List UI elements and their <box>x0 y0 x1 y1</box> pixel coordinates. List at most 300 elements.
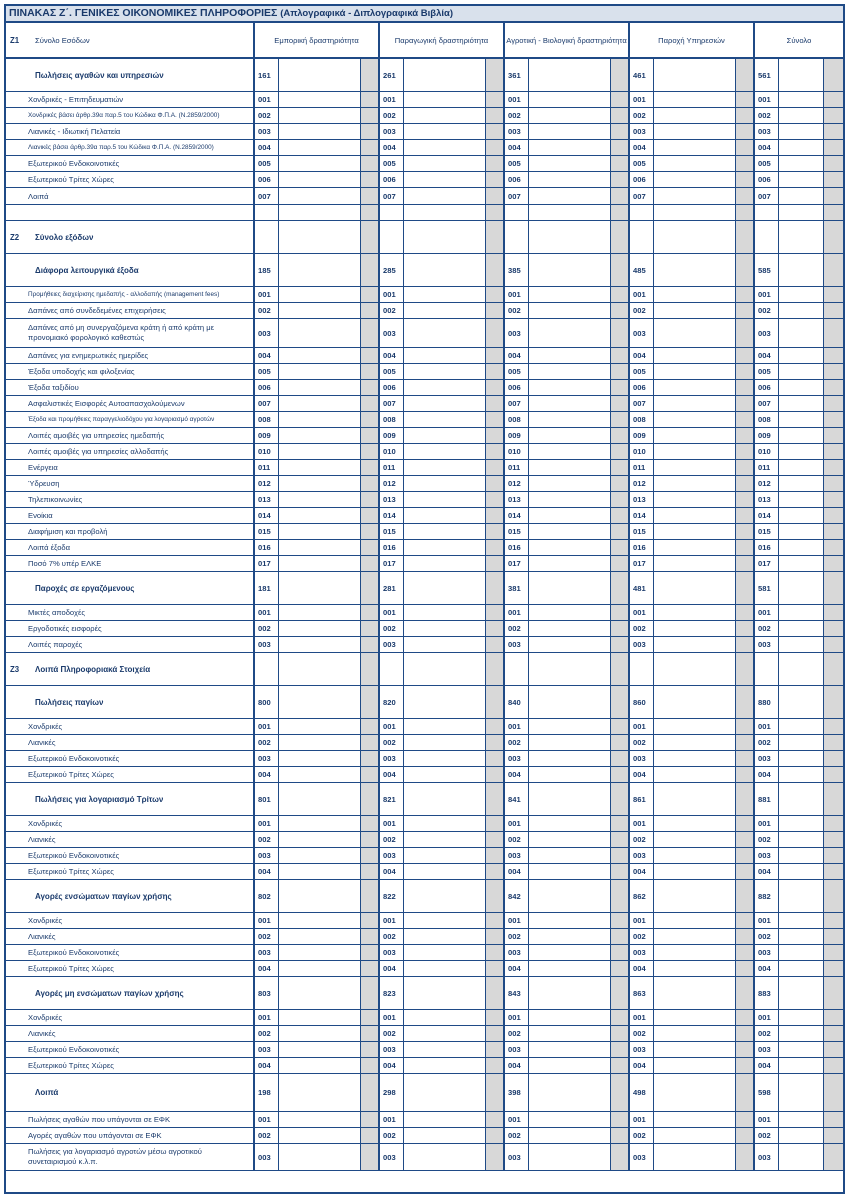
amount-field[interactable] <box>779 108 824 123</box>
decimal-field[interactable] <box>361 380 380 395</box>
amount-field[interactable] <box>404 1112 486 1127</box>
decimal-field[interactable] <box>736 172 755 187</box>
amount-field[interactable] <box>279 380 361 395</box>
amount-field[interactable] <box>279 572 361 604</box>
amount-field[interactable] <box>779 735 824 750</box>
amount-field[interactable] <box>529 572 611 604</box>
amount-field[interactable] <box>279 751 361 766</box>
amount-field[interactable] <box>529 1042 611 1057</box>
amount-field[interactable] <box>404 751 486 766</box>
amount-field[interactable] <box>779 848 824 863</box>
decimal-field[interactable] <box>824 140 843 155</box>
amount-field[interactable] <box>529 524 611 539</box>
amount-field[interactable] <box>279 124 361 139</box>
amount-field[interactable] <box>529 444 611 459</box>
decimal-field[interactable] <box>736 396 755 411</box>
decimal-field[interactable] <box>824 540 843 555</box>
decimal-field[interactable] <box>824 319 843 347</box>
amount-field[interactable] <box>779 188 824 204</box>
decimal-field[interactable] <box>736 303 755 318</box>
amount-field[interactable] <box>404 140 486 155</box>
decimal-field[interactable] <box>611 719 630 734</box>
decimal-field[interactable] <box>361 719 380 734</box>
decimal-field[interactable] <box>486 108 505 123</box>
decimal-field[interactable] <box>824 605 843 620</box>
decimal-field[interactable] <box>361 880 380 912</box>
amount-field[interactable] <box>529 686 611 718</box>
decimal-field[interactable] <box>736 653 755 685</box>
amount-field[interactable] <box>779 1026 824 1041</box>
amount-field[interactable] <box>404 188 486 204</box>
amount-field[interactable] <box>529 556 611 571</box>
decimal-field[interactable] <box>824 444 843 459</box>
decimal-field[interactable] <box>736 621 755 636</box>
decimal-field[interactable] <box>486 1112 505 1127</box>
amount-field[interactable] <box>779 961 824 976</box>
decimal-field[interactable] <box>611 492 630 507</box>
decimal-field[interactable] <box>736 1128 755 1143</box>
amount-field[interactable] <box>529 303 611 318</box>
amount-field[interactable] <box>279 767 361 782</box>
decimal-field[interactable] <box>611 1026 630 1041</box>
decimal-field[interactable] <box>486 188 505 204</box>
decimal-field[interactable] <box>611 864 630 879</box>
amount-field[interactable] <box>404 221 486 253</box>
decimal-field[interactable] <box>361 605 380 620</box>
amount-field[interactable] <box>654 444 736 459</box>
amount-field[interactable] <box>279 1074 361 1111</box>
decimal-field[interactable] <box>611 412 630 427</box>
amount-field[interactable] <box>779 348 824 363</box>
decimal-field[interactable] <box>736 492 755 507</box>
decimal-field[interactable] <box>611 508 630 523</box>
decimal-field[interactable] <box>824 172 843 187</box>
amount-field[interactable] <box>404 1026 486 1041</box>
amount-field[interactable] <box>654 205 736 220</box>
amount-field[interactable] <box>529 767 611 782</box>
amount-field[interactable] <box>779 428 824 443</box>
amount-field[interactable] <box>779 686 824 718</box>
amount-field[interactable] <box>529 751 611 766</box>
decimal-field[interactable] <box>736 880 755 912</box>
amount-field[interactable] <box>654 783 736 815</box>
decimal-field[interactable] <box>736 188 755 204</box>
amount-field[interactable] <box>404 444 486 459</box>
amount-field[interactable] <box>279 508 361 523</box>
amount-field[interactable] <box>654 605 736 620</box>
amount-field[interactable] <box>529 913 611 928</box>
amount-field[interactable] <box>779 205 824 220</box>
amount-field[interactable] <box>654 156 736 171</box>
amount-field[interactable] <box>779 572 824 604</box>
amount-field[interactable] <box>279 686 361 718</box>
decimal-field[interactable] <box>824 348 843 363</box>
amount-field[interactable] <box>279 637 361 652</box>
amount-field[interactable] <box>529 348 611 363</box>
decimal-field[interactable] <box>824 524 843 539</box>
amount-field[interactable] <box>279 156 361 171</box>
decimal-field[interactable] <box>824 1042 843 1057</box>
decimal-field[interactable] <box>361 319 380 347</box>
decimal-field[interactable] <box>736 476 755 491</box>
amount-field[interactable] <box>279 719 361 734</box>
decimal-field[interactable] <box>824 396 843 411</box>
decimal-field[interactable] <box>486 816 505 831</box>
amount-field[interactable] <box>529 92 611 107</box>
decimal-field[interactable] <box>486 653 505 685</box>
amount-field[interactable] <box>529 1010 611 1025</box>
amount-field[interactable] <box>404 605 486 620</box>
decimal-field[interactable] <box>736 832 755 847</box>
amount-field[interactable] <box>279 287 361 302</box>
decimal-field[interactable] <box>611 556 630 571</box>
decimal-field[interactable] <box>736 1042 755 1057</box>
decimal-field[interactable] <box>611 1128 630 1143</box>
decimal-field[interactable] <box>361 864 380 879</box>
decimal-field[interactable] <box>361 492 380 507</box>
amount-field[interactable] <box>404 319 486 347</box>
decimal-field[interactable] <box>361 1074 380 1111</box>
amount-field[interactable] <box>404 735 486 750</box>
decimal-field[interactable] <box>824 221 843 253</box>
decimal-field[interactable] <box>486 572 505 604</box>
decimal-field[interactable] <box>611 348 630 363</box>
amount-field[interactable] <box>404 428 486 443</box>
amount-field[interactable] <box>654 364 736 379</box>
amount-field[interactable] <box>404 848 486 863</box>
decimal-field[interactable] <box>611 945 630 960</box>
decimal-field[interactable] <box>736 540 755 555</box>
amount-field[interactable] <box>529 108 611 123</box>
decimal-field[interactable] <box>361 961 380 976</box>
amount-field[interactable] <box>654 686 736 718</box>
amount-field[interactable] <box>279 444 361 459</box>
amount-field[interactable] <box>779 719 824 734</box>
decimal-field[interactable] <box>486 880 505 912</box>
decimal-field[interactable] <box>486 832 505 847</box>
amount-field[interactable] <box>779 319 824 347</box>
decimal-field[interactable] <box>824 556 843 571</box>
amount-field[interactable] <box>654 977 736 1009</box>
decimal-field[interactable] <box>611 59 630 91</box>
decimal-field[interactable] <box>824 1026 843 1041</box>
amount-field[interactable] <box>779 380 824 395</box>
amount-field[interactable] <box>404 864 486 879</box>
decimal-field[interactable] <box>824 188 843 204</box>
amount-field[interactable] <box>654 945 736 960</box>
amount-field[interactable] <box>279 945 361 960</box>
amount-field[interactable] <box>779 508 824 523</box>
decimal-field[interactable] <box>611 254 630 286</box>
amount-field[interactable] <box>279 221 361 253</box>
decimal-field[interactable] <box>361 913 380 928</box>
amount-field[interactable] <box>779 816 824 831</box>
amount-field[interactable] <box>779 492 824 507</box>
decimal-field[interactable] <box>486 913 505 928</box>
decimal-field[interactable] <box>486 364 505 379</box>
amount-field[interactable] <box>529 864 611 879</box>
amount-field[interactable] <box>404 816 486 831</box>
amount-field[interactable] <box>529 945 611 960</box>
decimal-field[interactable] <box>736 686 755 718</box>
decimal-field[interactable] <box>361 287 380 302</box>
decimal-field[interactable] <box>824 1074 843 1111</box>
decimal-field[interactable] <box>736 816 755 831</box>
decimal-field[interactable] <box>824 735 843 750</box>
decimal-field[interactable] <box>824 977 843 1009</box>
decimal-field[interactable] <box>486 1074 505 1111</box>
decimal-field[interactable] <box>736 124 755 139</box>
amount-field[interactable] <box>279 913 361 928</box>
decimal-field[interactable] <box>486 540 505 555</box>
decimal-field[interactable] <box>361 108 380 123</box>
amount-field[interactable] <box>779 156 824 171</box>
amount-field[interactable] <box>404 977 486 1009</box>
amount-field[interactable] <box>779 556 824 571</box>
decimal-field[interactable] <box>611 444 630 459</box>
decimal-field[interactable] <box>361 1010 380 1025</box>
amount-field[interactable] <box>279 605 361 620</box>
amount-field[interactable] <box>404 380 486 395</box>
amount-field[interactable] <box>654 524 736 539</box>
decimal-field[interactable] <box>611 653 630 685</box>
decimal-field[interactable] <box>611 767 630 782</box>
amount-field[interactable] <box>529 540 611 555</box>
decimal-field[interactable] <box>611 572 630 604</box>
decimal-field[interactable] <box>736 735 755 750</box>
decimal-field[interactable] <box>361 1144 380 1170</box>
amount-field[interactable] <box>279 1026 361 1041</box>
decimal-field[interactable] <box>611 816 630 831</box>
decimal-field[interactable] <box>361 767 380 782</box>
amount-field[interactable] <box>654 1144 736 1170</box>
amount-field[interactable] <box>654 108 736 123</box>
amount-field[interactable] <box>779 880 824 912</box>
amount-field[interactable] <box>654 816 736 831</box>
amount-field[interactable] <box>529 1058 611 1073</box>
amount-field[interactable] <box>654 864 736 879</box>
amount-field[interactable] <box>279 476 361 491</box>
decimal-field[interactable] <box>361 188 380 204</box>
amount-field[interactable] <box>654 1010 736 1025</box>
decimal-field[interactable] <box>824 59 843 91</box>
decimal-field[interactable] <box>824 751 843 766</box>
decimal-field[interactable] <box>736 961 755 976</box>
decimal-field[interactable] <box>611 1144 630 1170</box>
amount-field[interactable] <box>654 540 736 555</box>
amount-field[interactable] <box>279 880 361 912</box>
amount-field[interactable] <box>529 460 611 475</box>
decimal-field[interactable] <box>361 540 380 555</box>
decimal-field[interactable] <box>361 621 380 636</box>
decimal-field[interactable] <box>361 303 380 318</box>
decimal-field[interactable] <box>736 412 755 427</box>
decimal-field[interactable] <box>486 637 505 652</box>
amount-field[interactable] <box>404 124 486 139</box>
decimal-field[interactable] <box>361 524 380 539</box>
decimal-field[interactable] <box>611 848 630 863</box>
decimal-field[interactable] <box>361 508 380 523</box>
amount-field[interactable] <box>529 364 611 379</box>
decimal-field[interactable] <box>736 140 755 155</box>
amount-field[interactable] <box>779 945 824 960</box>
amount-field[interactable] <box>404 1058 486 1073</box>
amount-field[interactable] <box>654 380 736 395</box>
decimal-field[interactable] <box>361 1058 380 1073</box>
amount-field[interactable] <box>779 1112 824 1127</box>
amount-field[interactable] <box>279 348 361 363</box>
amount-field[interactable] <box>404 686 486 718</box>
amount-field[interactable] <box>404 945 486 960</box>
decimal-field[interactable] <box>361 686 380 718</box>
amount-field[interactable] <box>529 287 611 302</box>
decimal-field[interactable] <box>486 556 505 571</box>
amount-field[interactable] <box>279 460 361 475</box>
amount-field[interactable] <box>654 221 736 253</box>
amount-field[interactable] <box>779 140 824 155</box>
amount-field[interactable] <box>279 188 361 204</box>
amount-field[interactable] <box>529 476 611 491</box>
decimal-field[interactable] <box>361 59 380 91</box>
decimal-field[interactable] <box>361 929 380 944</box>
amount-field[interactable] <box>404 1010 486 1025</box>
decimal-field[interactable] <box>486 864 505 879</box>
decimal-field[interactable] <box>736 864 755 879</box>
decimal-field[interactable] <box>486 303 505 318</box>
decimal-field[interactable] <box>486 767 505 782</box>
decimal-field[interactable] <box>824 637 843 652</box>
amount-field[interactable] <box>279 1144 361 1170</box>
amount-field[interactable] <box>279 1112 361 1127</box>
amount-field[interactable] <box>529 977 611 1009</box>
decimal-field[interactable] <box>736 929 755 944</box>
amount-field[interactable] <box>279 1058 361 1073</box>
amount-field[interactable] <box>279 428 361 443</box>
amount-field[interactable] <box>654 719 736 734</box>
decimal-field[interactable] <box>824 913 843 928</box>
decimal-field[interactable] <box>611 783 630 815</box>
decimal-field[interactable] <box>736 1026 755 1041</box>
amount-field[interactable] <box>529 605 611 620</box>
amount-field[interactable] <box>529 1112 611 1127</box>
decimal-field[interactable] <box>361 124 380 139</box>
amount-field[interactable] <box>279 1042 361 1057</box>
decimal-field[interactable] <box>361 412 380 427</box>
amount-field[interactable] <box>529 492 611 507</box>
decimal-field[interactable] <box>486 929 505 944</box>
decimal-field[interactable] <box>486 1128 505 1143</box>
decimal-field[interactable] <box>486 380 505 395</box>
amount-field[interactable] <box>654 254 736 286</box>
decimal-field[interactable] <box>361 172 380 187</box>
amount-field[interactable] <box>779 832 824 847</box>
amount-field[interactable] <box>779 396 824 411</box>
decimal-field[interactable] <box>611 124 630 139</box>
decimal-field[interactable] <box>824 945 843 960</box>
decimal-field[interactable] <box>736 751 755 766</box>
decimal-field[interactable] <box>824 961 843 976</box>
amount-field[interactable] <box>654 832 736 847</box>
decimal-field[interactable] <box>486 172 505 187</box>
amount-field[interactable] <box>404 476 486 491</box>
decimal-field[interactable] <box>486 945 505 960</box>
amount-field[interactable] <box>279 319 361 347</box>
decimal-field[interactable] <box>824 364 843 379</box>
amount-field[interactable] <box>779 221 824 253</box>
decimal-field[interactable] <box>736 572 755 604</box>
amount-field[interactable] <box>654 929 736 944</box>
decimal-field[interactable] <box>824 1144 843 1170</box>
amount-field[interactable] <box>529 508 611 523</box>
decimal-field[interactable] <box>611 205 630 220</box>
amount-field[interactable] <box>654 1026 736 1041</box>
amount-field[interactable] <box>779 412 824 427</box>
decimal-field[interactable] <box>361 156 380 171</box>
decimal-field[interactable] <box>361 348 380 363</box>
decimal-field[interactable] <box>361 945 380 960</box>
amount-field[interactable] <box>404 254 486 286</box>
decimal-field[interactable] <box>824 832 843 847</box>
decimal-field[interactable] <box>486 319 505 347</box>
decimal-field[interactable] <box>611 751 630 766</box>
amount-field[interactable] <box>529 719 611 734</box>
amount-field[interactable] <box>404 303 486 318</box>
decimal-field[interactable] <box>736 348 755 363</box>
amount-field[interactable] <box>529 140 611 155</box>
decimal-field[interactable] <box>736 221 755 253</box>
decimal-field[interactable] <box>361 428 380 443</box>
amount-field[interactable] <box>529 880 611 912</box>
decimal-field[interactable] <box>611 621 630 636</box>
decimal-field[interactable] <box>824 428 843 443</box>
decimal-field[interactable] <box>611 913 630 928</box>
decimal-field[interactable] <box>486 524 505 539</box>
amount-field[interactable] <box>779 637 824 652</box>
amount-field[interactable] <box>404 492 486 507</box>
amount-field[interactable] <box>279 364 361 379</box>
amount-field[interactable] <box>779 287 824 302</box>
decimal-field[interactable] <box>611 1112 630 1127</box>
amount-field[interactable] <box>654 1074 736 1111</box>
decimal-field[interactable] <box>486 686 505 718</box>
amount-field[interactable] <box>654 880 736 912</box>
amount-field[interactable] <box>404 348 486 363</box>
decimal-field[interactable] <box>486 444 505 459</box>
decimal-field[interactable] <box>736 380 755 395</box>
amount-field[interactable] <box>654 460 736 475</box>
amount-field[interactable] <box>404 1144 486 1170</box>
amount-field[interactable] <box>779 59 824 91</box>
amount-field[interactable] <box>779 1074 824 1111</box>
amount-field[interactable] <box>654 287 736 302</box>
amount-field[interactable] <box>404 719 486 734</box>
amount-field[interactable] <box>654 508 736 523</box>
amount-field[interactable] <box>404 396 486 411</box>
decimal-field[interactable] <box>824 653 843 685</box>
amount-field[interactable] <box>654 140 736 155</box>
decimal-field[interactable] <box>361 205 380 220</box>
amount-field[interactable] <box>279 735 361 750</box>
amount-field[interactable] <box>279 108 361 123</box>
amount-field[interactable] <box>779 1042 824 1057</box>
decimal-field[interactable] <box>611 221 630 253</box>
amount-field[interactable] <box>404 92 486 107</box>
decimal-field[interactable] <box>486 977 505 1009</box>
amount-field[interactable] <box>279 1010 361 1025</box>
amount-field[interactable] <box>529 156 611 171</box>
amount-field[interactable] <box>779 913 824 928</box>
amount-field[interactable] <box>279 303 361 318</box>
